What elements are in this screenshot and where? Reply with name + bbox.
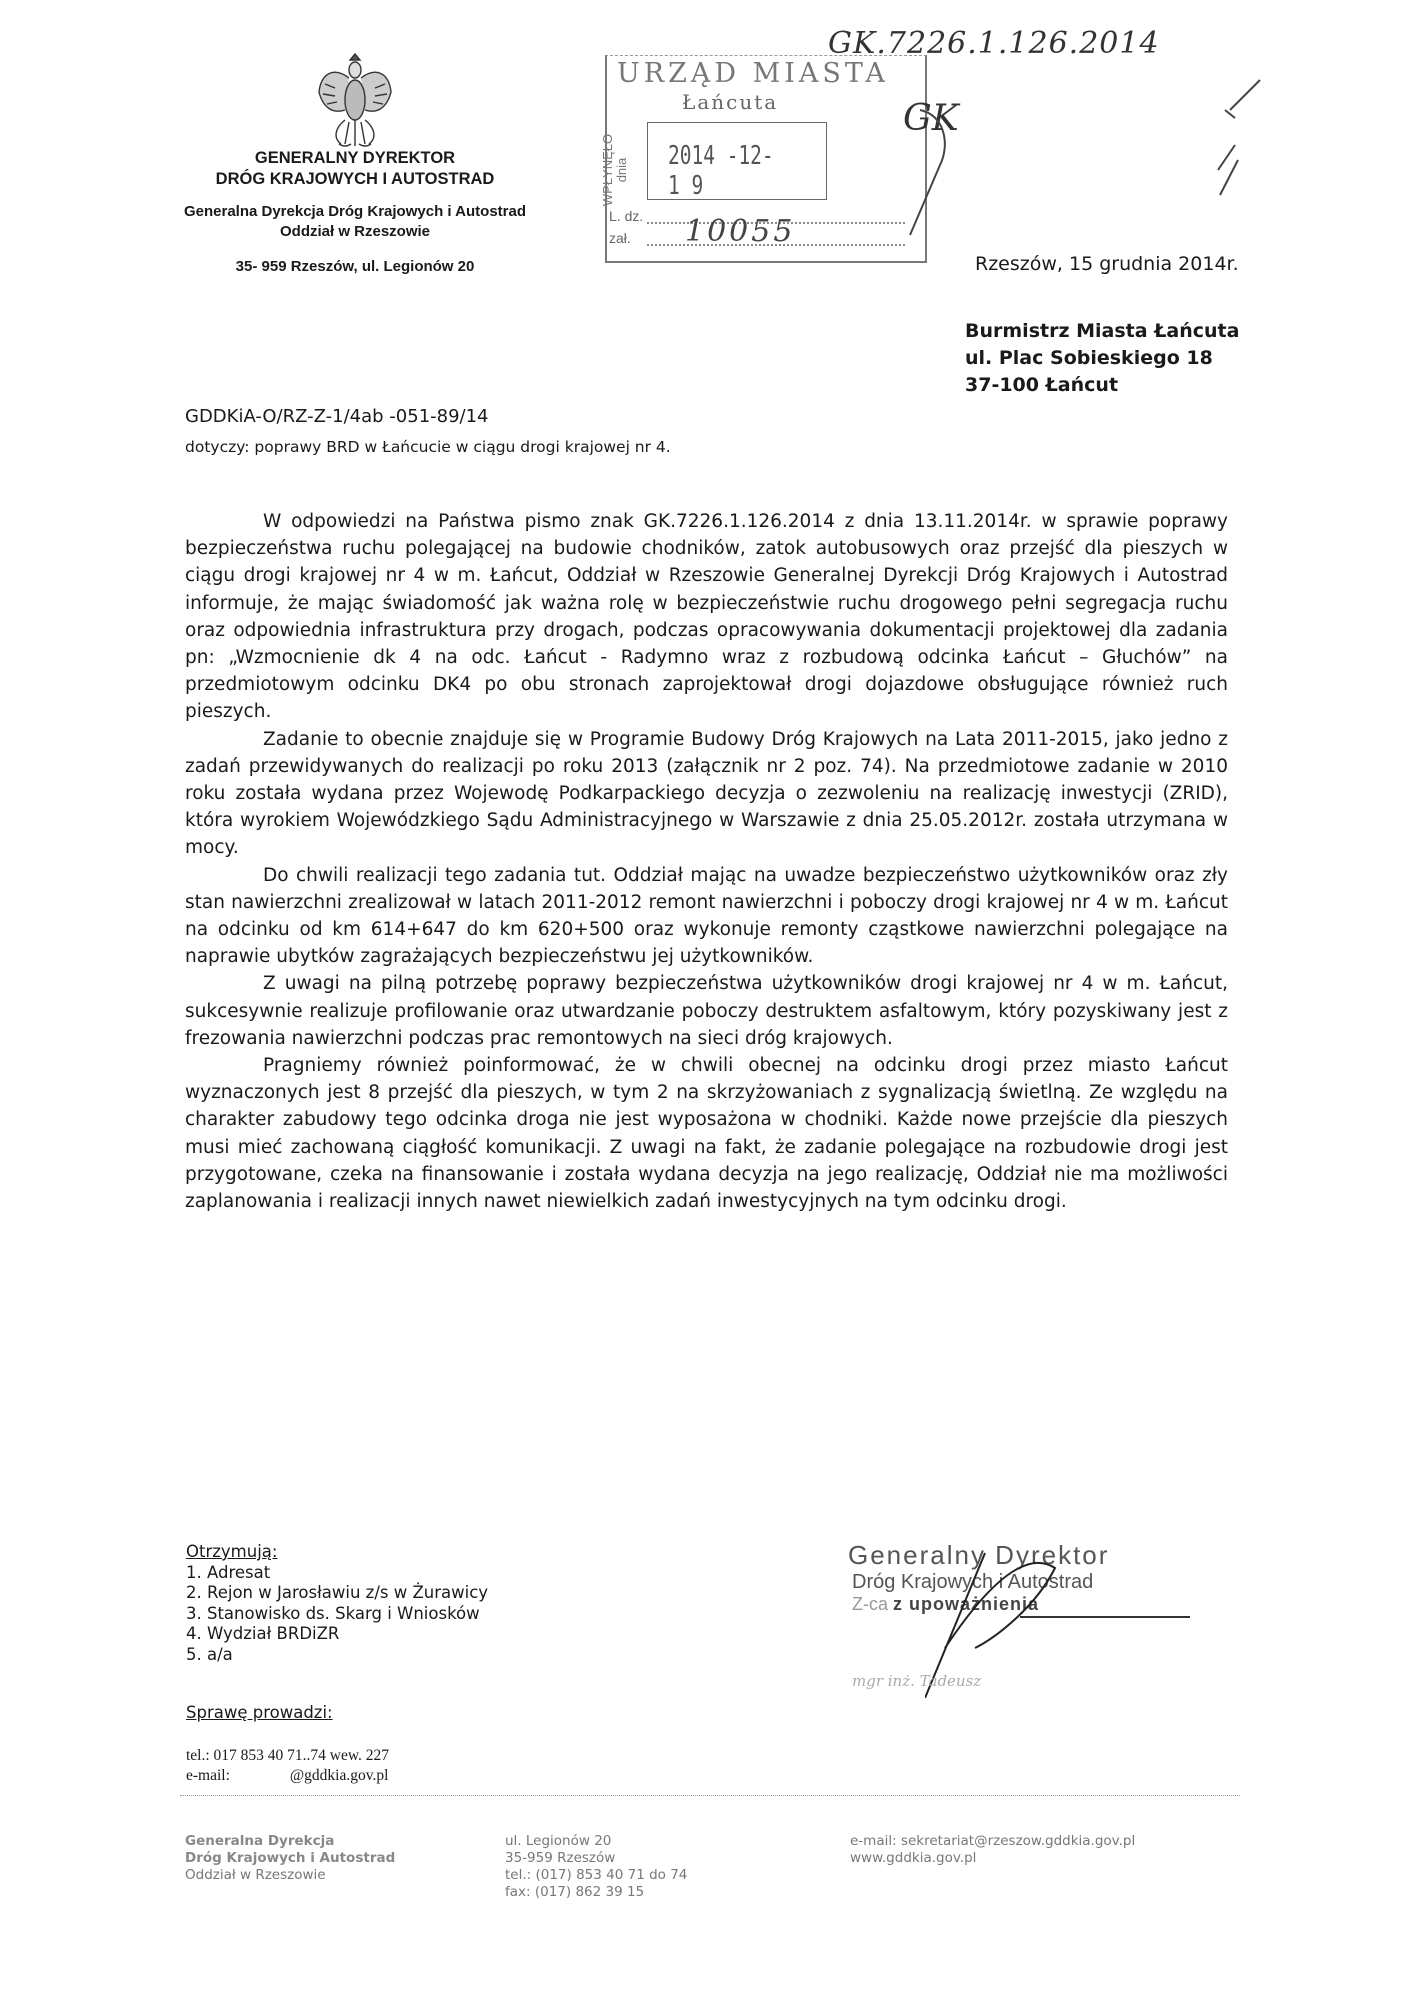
- stamp-ldz-label: L. dz.: [609, 208, 644, 224]
- recipient-line3: 37-100 Łańcut: [965, 374, 1119, 396]
- distribution-item: 5. a/a: [186, 1644, 233, 1664]
- stamp-zal-label: zał.: [609, 230, 631, 246]
- header-title-line1: GENERALNY DYREKTOR: [254, 149, 456, 167]
- distribution-item: 3. Stanowisko ds. Skarg i Wniosków: [186, 1603, 480, 1623]
- letter-place-date: Rzeszów, 15 grudnia 2014r.: [975, 253, 1239, 275]
- body-paragraph: Z uwagi na pilną potrzebę poprawy bezpieczeństwa użytkowników drogi krajowej nr 4 w m. Łańcut, sukcesywnie realizuje profilowanie oraz utwardzanie poboczy destruktem asfaltowym, który pozyskiwany jest z frezowania nawierzchni podczas prac remontowych na sieci dróg krajowych.: [185, 973, 1228, 1049]
- body-paragraph: W odpowiedzi na Państwa pismo znak GK.7226.1.126.2014 z dnia 13.11.2014r. w sprawie poprawy bezpieczeństwa ruchu polegającej na budowie chodników, zatok autobusowych oraz przejść dla pieszych w ciągu drogi krajowej nr 4 w m. Łańcut, Oddział w Rzeszowie Generalnej Dyrekcji Dróg Krajowych i Autostrad informuje, że mając świadomość jak ważna rolę w bezpieczeństwie ruchu drogowego pełni segregacja ruchu oraz odpowiednia infrastruktura przy drogach, podczas opracowywania dokumentacji projektowej dla zadania pn: „Wzmocnienie dk 4 na odc. Łańcut - Radymno wraz z rozbudową odcinka Łańcut – Głuchów” na przedmiotowym odcinku DK4 po obu stronach zaprojektował drogi dojazdowe obsługujące również ruch pieszych.: [185, 511, 1228, 723]
- footer-contact: [850, 1833, 1135, 1867]
- handler-email-domain[interactable]: @gddkia.gov.pl: [289, 1767, 389, 1784]
- header-org-line2: Oddział w Rzeszowie: [279, 223, 431, 240]
- letter-subject: dotyczy: poprawy BRD w Łańcucie w ciągu drogi krajowej nr 4.: [185, 438, 671, 456]
- handler-heading: Sprawę prowadzi:: [186, 1703, 333, 1722]
- header-organization: [140, 202, 570, 242]
- received-stamp: [600, 55, 927, 263]
- header-org-line1: Generalna Dyrekcja Dróg Krajowych i Autostrad: [183, 203, 527, 220]
- handwritten-reference: GK.7226.1.126.2014: [828, 26, 1160, 61]
- header-title-line2: DRÓG KRAJOWYCH I AUTOSTRAD: [215, 170, 495, 188]
- stamp-title: URZĄD MIASTA: [617, 58, 889, 89]
- body-paragraph: Pragniemy również poinformować, że w chwili obecnej na odcinku drogi przez miasto Łańcut wyznaczonych jest 8 przejść dla pieszych, w tym 2 na skrzyżowaniach z sygnalizacją świetlną. Ze względu na charakter zabudowy tego odcinka droga nie jest wyposażona w chodniki. Każde nowe przejście dla pieszych musi mieć zachowaną ciągłość komunikacji. Z uwagi na fakt, że zadanie polegające na rozbudowie drogi jest przygotowane, czeka na finansowanie i została wydana decyzja na jego realizację, Oddział nie ma możliwości zaplanowania i realizacji innych nawet niewielkich zadań inwestycyjnych na tym odcinku drogi.: [185, 1055, 1228, 1213]
- distribution-heading: Otrzymują:: [186, 1542, 278, 1561]
- distribution-item: 4. Wydział BRDiZR: [186, 1624, 340, 1643]
- distribution-list: [186, 1542, 488, 1665]
- body-paragraph: Zadanie to obecnie znajduje się w Programie Budowy Dróg Krajowych na Lata 2011-2015, jako jedno z zadań przewidywanych do realizacji po roku 2013 (załącznik nr 2 poz. 74). Na przedmiotowe zadanie w 2010 roku została wydana przez Wojewodę Podkarpackiego decyzja o zezwoleniu na realizację inwestycji (ZRID), która wyrokiem Wojewódzkiego Sądu Administracyjnego w Warszawie z dnia 25.05.2012r. została utrzymana w mocy.: [185, 728, 1228, 859]
- handler-phone: tel.: 017 853 40 71..74 wew. 227: [186, 1747, 390, 1764]
- body-paragraph: Do chwili realizacji tego zadania tut. Oddział mając na uwadze bezpieczeństwo użytkowników oraz zły stan nawierzchni zrealizował w latach 2011-2012 remont nawierzchni i poboczy drogi krajowej nr 4 w m. Łańcut na odcinku od km 614+647 do km 620+500 oraz wykonuje remonty cząstkowe nawierzchni polegające na naprawie ubytków zagrażających bezpieczeństwu jej użytkowników.: [185, 864, 1228, 968]
- distribution-item: 1. Adresat: [186, 1562, 271, 1582]
- letter-body: [185, 508, 1228, 1215]
- recipient-line1: Burmistrz Miasta Łańcuta: [965, 320, 1240, 342]
- recipient-address: [965, 318, 1239, 399]
- handler-contact: [186, 1746, 389, 1786]
- letter-reference-number: GDDKiA-O/RZ-Z-1/4ab -051-89/14: [185, 406, 489, 427]
- signatory-name: mgr inż. Tadeusz: [852, 1672, 982, 1690]
- footer-separator: [180, 1795, 1240, 1796]
- signature-line1: Generalny Dyrektor: [848, 1540, 1110, 1570]
- handwritten-stroke-icon: [900, 105, 960, 250]
- signature-line3: Z-ca z upoważnienia: [852, 1594, 1040, 1614]
- polish-eagle-emblem-icon: [315, 48, 395, 153]
- handwritten-initials: GK: [903, 98, 959, 139]
- recipient-line2: ul. Plac Sobieskiego 18: [965, 347, 1213, 369]
- stamp-date: 2014 -12- 1 9: [668, 141, 774, 201]
- distribution-item: 2. Rejon w Jarosławiu z/s w Żurawicy: [186, 1583, 489, 1602]
- footer-address: ul. Legionów 20 35-959 Rzeszów tel.: (017) 853 40 71 do 74 fax: (017) 862 39 15: [505, 1833, 688, 1900]
- handler-email-label: e-mail:: [186, 1767, 230, 1784]
- footer-website[interactable]: www.gddkia.gov.pl: [850, 1850, 977, 1866]
- stamp-received-label: WPŁYNĘŁO dnia: [600, 133, 630, 207]
- stamp-city: Łańcuta: [682, 90, 779, 114]
- stamp-number: 10055: [685, 214, 796, 249]
- header-address: 35- 959 Rzeszów, ul. Legionów 20: [235, 258, 475, 275]
- footer-email[interactable]: e-mail: sekretariat@rzeszow.gddkia.gov.pl: [850, 1833, 1136, 1849]
- handler-email: [186, 1766, 389, 1786]
- header-title: [150, 148, 560, 190]
- signature-line2: Dróg Krajowych i Autostrad: [852, 1571, 1094, 1593]
- footer-organization: Generalna Dyrekcja Dróg Krajowych i Autostrad Oddział w Rzeszowie: [185, 1833, 396, 1883]
- handwritten-mark-icon: [1190, 70, 1270, 205]
- stamp-date-box: [647, 122, 827, 200]
